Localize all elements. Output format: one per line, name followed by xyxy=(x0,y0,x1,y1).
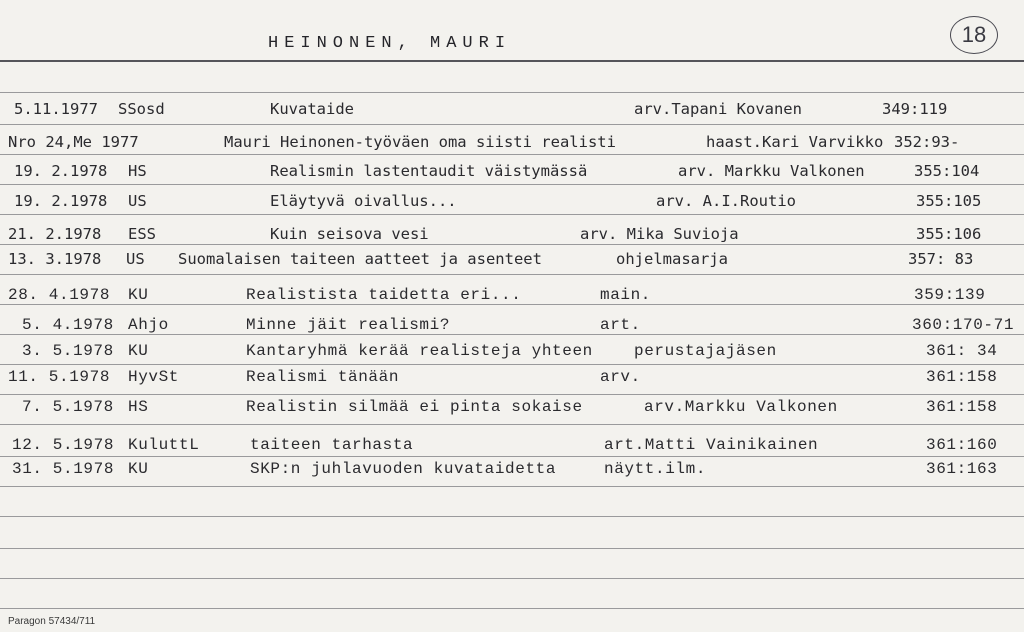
ruled-line xyxy=(0,424,1024,425)
entry-title: Kuin seisova vesi xyxy=(270,225,429,243)
entry-title: Mauri Heinonen-työväen oma siisti realisti xyxy=(224,133,616,151)
entry-row xyxy=(0,392,1024,422)
entry-source: US xyxy=(128,192,147,210)
entry-source: KuluttL xyxy=(128,436,200,454)
entry-note: arv. Mika Suvioja xyxy=(580,225,739,243)
entry-date: 11. 5.1978 xyxy=(8,368,111,386)
entry-date: 19. 2.1978 xyxy=(14,192,108,210)
entry-row xyxy=(0,362,1024,392)
entry-date: Nro 24,Me 1977 xyxy=(8,133,139,151)
entry-title: Realismi tänään xyxy=(246,368,400,386)
entry-source: ESS xyxy=(128,225,156,243)
entry-note: arv. A.I.Routio xyxy=(656,192,796,210)
card-number-circle: 18 xyxy=(950,16,998,54)
entry-title: Suomalaisen taiteen aatteet ja asenteet xyxy=(178,250,542,268)
entry-note: arv. Markku Valkonen xyxy=(678,162,865,180)
ruled-line xyxy=(0,548,1024,549)
entry-row xyxy=(0,244,1024,274)
entry-source: HS xyxy=(128,398,149,416)
entry-source: KU xyxy=(128,286,149,304)
entry-row xyxy=(0,280,1024,310)
entry-title: SKP:n juhlavuoden kuvataidetta xyxy=(250,460,557,478)
ruled-line xyxy=(0,608,1024,609)
entry-note: arv.Markku Valkonen xyxy=(644,398,838,416)
entry-source: HS xyxy=(128,162,147,180)
entry-ref: 355:105 xyxy=(916,192,982,210)
entry-note: art.Matti Vainikainen xyxy=(604,436,819,454)
entry-row xyxy=(0,454,1024,484)
entry-title: Realistin silmää ei pinta sokaise xyxy=(246,398,583,416)
entry-ref: 361:160 xyxy=(926,436,998,454)
entry-ref: 360:170-71 xyxy=(912,316,1015,334)
entry-date: 13. 3.1978 xyxy=(8,250,102,268)
entry-date: 19. 2.1978 xyxy=(14,162,108,180)
entry-note: arv. xyxy=(600,368,641,386)
entry-ref: 357: 83 xyxy=(908,250,974,268)
entry-title: Eläytyvä oivallus... xyxy=(270,192,457,210)
entry-ref: 355:104 xyxy=(914,162,980,180)
entry-note: arv.Tapani Kovanen xyxy=(634,100,802,118)
ruled-line xyxy=(0,516,1024,517)
entry-note: haast.Kari Varvikko xyxy=(706,133,884,151)
entry-row xyxy=(0,186,1024,216)
entry-note: ohjelmasarja xyxy=(616,250,728,268)
entry-title: Minne jäit realismi? xyxy=(246,316,451,334)
ruled-line xyxy=(0,578,1024,579)
entry-ref: 361:158 xyxy=(926,368,998,386)
entry-source: KU xyxy=(128,460,149,478)
entry-ref: 361:158 xyxy=(926,398,998,416)
card-footer-print: Paragon 57434/711 xyxy=(8,616,96,627)
entry-ref: 352:93- xyxy=(894,133,960,151)
entry-title: Realistista taidetta eri... xyxy=(246,286,522,304)
header-rule xyxy=(0,60,1024,62)
entry-title: Kantaryhmä kerää realisteja yhteen xyxy=(246,342,593,360)
entry-source: US xyxy=(126,250,145,268)
entry-title: Realismin lastentaudit väistymässä xyxy=(270,162,588,180)
entry-date: 3. 5.1978 xyxy=(22,342,114,360)
entry-ref: 349:119 xyxy=(882,100,948,118)
entry-date: 7. 5.1978 xyxy=(22,398,114,416)
entry-row xyxy=(0,94,1024,124)
entry-ref: 361:163 xyxy=(926,460,998,478)
entry-source: SSosd xyxy=(118,100,165,118)
entry-row xyxy=(0,127,1024,157)
ruled-line xyxy=(0,92,1024,93)
entry-note: main. xyxy=(600,286,652,304)
entry-title: taiteen tarhasta xyxy=(250,436,414,454)
entry-date: 31. 5.1978 xyxy=(12,460,115,478)
entry-source: HyvSt xyxy=(128,368,180,386)
entry-note: art. xyxy=(600,316,641,334)
entry-date: 5.11.1977 xyxy=(14,100,98,118)
ruled-line xyxy=(0,124,1024,125)
entry-date: 5. 4.1978 xyxy=(22,316,114,334)
ruled-line xyxy=(0,486,1024,487)
entry-note: näytt.ilm. xyxy=(604,460,707,478)
entry-source: Ahjo xyxy=(128,316,169,334)
ruled-line xyxy=(0,274,1024,275)
entry-note: perustajajäsen xyxy=(634,342,777,360)
entry-date: 21. 2.1978 xyxy=(8,225,102,243)
entry-date: 12. 5.1978 xyxy=(12,436,115,454)
entry-ref: 361: 34 xyxy=(926,342,998,360)
entry-date: 28. 4.1978 xyxy=(8,286,111,304)
card-title: HEINONEN, MAURI xyxy=(268,34,512,53)
entry-title: Kuvataide xyxy=(270,100,354,118)
entry-ref: 359:139 xyxy=(914,286,986,304)
entry-source: KU xyxy=(128,342,149,360)
entry-row xyxy=(0,156,1024,186)
entry-ref: 355:106 xyxy=(916,225,982,243)
